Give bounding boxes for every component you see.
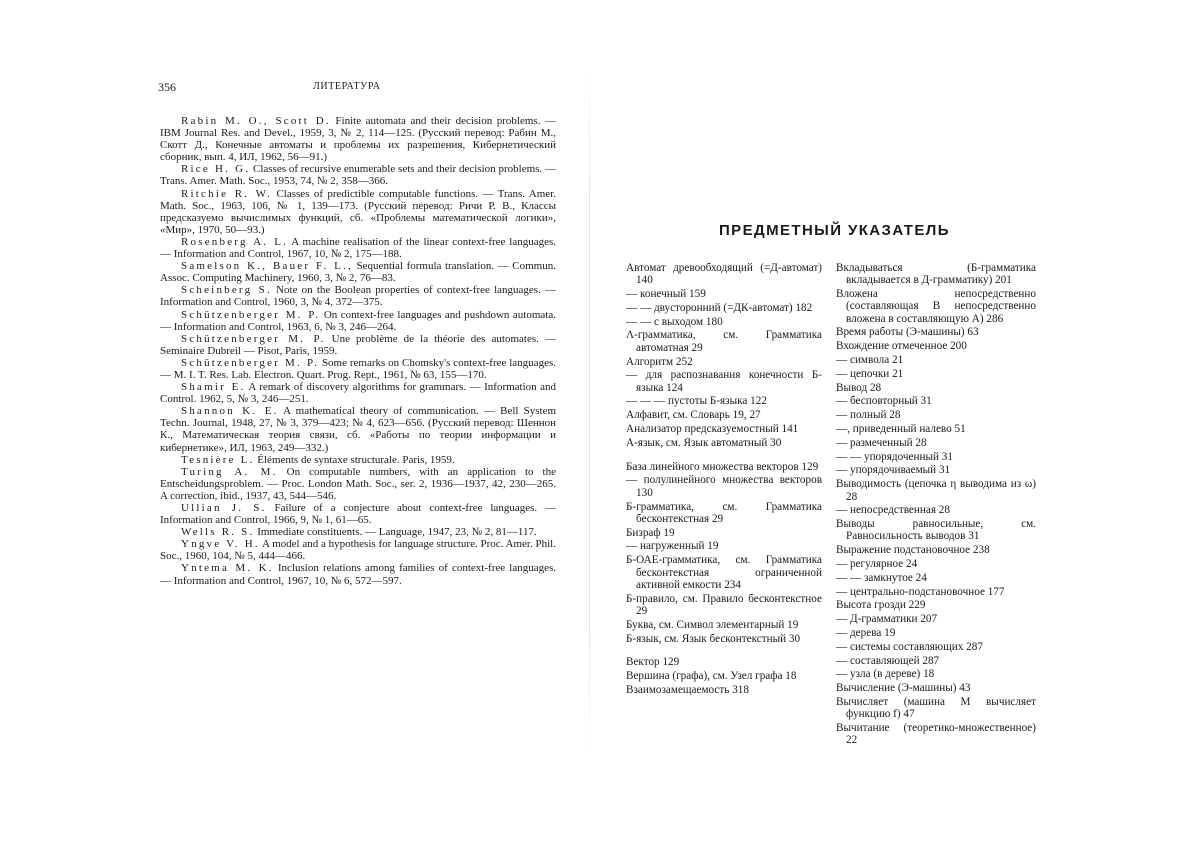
reference-author: Wells R. S. [181,526,255,539]
index-entry: Вычитание (теоретико-множественное) 22 [836,722,1036,747]
reference-author: Yngve V. H. [181,538,260,551]
index-entry: — — двусторонний (=ДК-автомат) 182 [626,301,813,314]
index-entry: Б-ОАЕ-грамматика, см. Грамматика бесконтекстная ограниченной активной емкости 234 [626,554,822,591]
index-entry: Вектор 129 [626,656,680,669]
reference-entry [160,526,556,538]
index-entry: Б-грамматика, см. Грамматика бесконтекстная 29 [626,500,822,525]
index-entry: — бесповторный 31 [836,395,932,408]
reference-text: Failure of a conjecture about context-free languages. — Information and Control, 1966, 9, № 1, 61—65. [160,502,557,527]
index-entry: — полулинейного множества векторов 130 [626,474,822,499]
index-entry: Λ-грамматика, см. Грамматика автоматная 29 [626,329,822,354]
reference-text: A model and a hypothesis for language structure. Proc. Amer. Phil. Soc., 1960, 104, № 5, 444—466. [160,538,556,563]
reference-entry [160,538,556,562]
reference-entry [160,260,556,284]
reference-entry [160,333,556,357]
reference-author: Shamir E. [181,381,246,394]
index-entry: Буква, см. Символ элементарный 19 [626,618,799,631]
index-entry: Алфавит, см. Словарь 19, 27 [626,409,761,422]
index-entry: — непосредственная 28 [836,504,950,517]
index-entry: — символа 21 [836,354,904,367]
index-column-left [626,262,822,698]
reference-entry [160,309,556,333]
index-entry: База линейного множества векторов 129 [626,460,819,473]
running-head: ЛИТЕРАТУРА [313,81,381,92]
reference-author: Schützenberger M. P. [181,308,321,321]
reference-text: Finite automata and their decision problems. — IBM Journal Res. and Devel., 1959, 3, № 2, 114—125. (Русский перевод: Рабин М., Скотт Д., Конечные автоматы и проблемы их разрешения, Кибернетический сборник, вып. 4, ИЛ, 1962, 56—91.) [160,115,556,164]
reference-text: Classes of predictible computable functions. — Trans. Amer. Math. Soc., 1963, 106, № 1, 139—173. (Русский перевод: Ричи Р. В., Классы предсказуемо вычислимых функций, сб. «Проблемы математической логики», «Мир», 1970, 50—93.) [160,187,556,236]
reference-text: Some remarks on Chomsky's context-free languages. — M. I. T. Res. Lab. Electron. Quart. Prog. Rept., 1961, № 63, 155—170. [160,356,556,381]
reference-entry [160,188,556,236]
index-entry: Вхождение отмеченное 200 [836,340,967,353]
reference-entry [160,466,556,502]
reference-author: Turing A. M. [181,465,278,478]
reference-author: Scheinberg S. [181,284,272,297]
index-entry: — упорядочиваемый 31 [836,464,951,477]
reference-author: Rice H. G. [181,163,251,176]
index-entry: Б-язык, см. Язык бесконтекстный 30 [626,632,801,645]
index-entry: Вычисление (Э-машины) 43 [836,682,971,695]
reference-entry [160,115,556,163]
index-entry: — регулярное 24 [836,558,918,571]
index-entry: — размеченный 28 [836,436,927,449]
index-section-gap [626,451,822,461]
reference-author: Ritchie R. W. [181,187,273,200]
index-entry: Анализатор предсказуемостный 141 [626,423,799,436]
index-entry: Вычисляет (машина M вычисляет функцию f) 47 [836,696,1036,721]
index-entry: Выводы равносильные, см. Равносильность выводов 31 [836,518,1036,543]
reference-text: Classes of recursive enumerable sets and their decision problems. — Trans. Amer. Math. Soc., 1953, 74, № 2, 358—366. [160,163,557,188]
reference-text: Immediate constituents. — Language, 1947, 23, № 2, 81—117. [254,526,537,539]
reference-author: Rosenberg A. L. [181,235,289,248]
reference-author: Rabin M. O., Scott D. [181,115,331,127]
reference-entry [160,502,556,526]
index-section-gap [626,646,822,656]
reference-text: A mathematical theory of communication. — Bell System Techn. Journal, 1948, 27, № 3, 379—423; № 4, 623—656. (Русский перевод: Шеннон К., Математическая теория связи, сб. «Работы по теории информации и кибернетике», ИЛ, 1963, 249—332.) [160,405,557,454]
reference-author: Yntema M. K. [181,562,274,575]
index-entry: — составляющей 287 [836,654,940,667]
index-entry: Время работы (Э-машины) 63 [836,326,979,339]
reference-author: Shannon K. E. [181,405,279,418]
reference-text: Une problème de la théorie des automates. — Seminaire Dubreil — Pisot, Paris, 1959. [160,332,556,357]
index-entry: — конечный 159 [626,288,706,301]
reference-list [160,115,556,587]
index-entry: — нагруженный 19 [626,540,719,553]
index-entry: Автомат древообходящий (=Д-автомат) 140 [626,262,822,287]
index-entry: — узла (в дереве) 18 [836,668,935,681]
reference-text: Éléments de syntaxe structurale. Paris, 1959. [254,453,455,466]
index-entry: Вывод 28 [836,381,882,394]
reference-author: Schützenberger M. P. [181,332,326,345]
index-entry: А-язык, см. Язык автоматный 30 [626,436,782,449]
index-entry: Вершина (графа), см. Узел графа 18 [626,670,797,683]
reference-entry [160,562,556,586]
reference-author: Ullian J. S. [181,502,267,514]
reference-author: Tesnière L. [181,453,255,466]
reference-entry [160,405,556,453]
index-entry: Б-правило, см. Правило бесконтекстное 29 [626,592,822,617]
index-entry: — — замкнутое 24 [836,571,927,584]
index-entry: —, приведенный налево 51 [836,423,966,436]
reference-text: Note on the Boolean properties of context-free languages. — Information and Control, 1960, 3, № 4, 372—375. [160,284,556,309]
reference-text: A remark of discovery algorithms for grammars. — Information and Control. 1962, 5, № 3, 246—251. [160,381,556,406]
reference-entry [160,236,556,260]
reference-entry [160,381,556,405]
reference-text: On computable numbers, with an application to the Entscheidungsproblem. — Proc. London Math. Soc., ser. 2, 1936—1937, 42, 230—265. A correction, ibid., 1937, 43, 544—546. [160,465,556,502]
reference-author: Schützenberger M. P. [181,356,320,369]
page-number: 356 [158,80,176,94]
index-entry: Бизраф 19 [626,526,675,539]
reference-entry [160,284,556,308]
reference-text: Inclusion relations among families of context-free languages. — Information and Control, 1967, 10, № 6, 572—597. [160,562,556,587]
reference-text: A machine realisation of the linear context-free languages. — Information and Control, 1967, 10, № 2, 175—188. [160,235,556,261]
reference-entry [160,454,556,466]
reference-text: On context-free languages and pushdown automata. — Information and Control, 1963, 6, № 3, 246—264. [160,308,556,333]
left-page [0,0,590,848]
index-entry: — цепочки 21 [836,367,904,380]
index-entry: — полный 28 [836,409,901,422]
index-entry: — — — пустоты Б-языка 122 [626,395,767,408]
index-entry: — — с выходом 180 [626,315,723,328]
index-entry: — Д-грамматики 207 [836,613,938,626]
index-entry: — системы составляющих 287 [836,640,983,653]
index-entry: — — упорядоченный 31 [836,450,953,463]
index-entry: — для распознавания конечности Б-языка 124 [626,369,822,394]
index-column-right [836,262,1036,748]
index-entry: Вкладываться (Б-грамматика вкладывается в Д-грамматику) 201 [836,262,1036,287]
reference-author: Samelson K., Bauer F. L., [181,260,353,273]
index-entry: Взаимозамещаемость 318 [626,683,749,696]
index-entry: — центрально-подстановочное 177 [836,585,1005,598]
reference-entry [160,163,556,187]
index-entry: Высота грозди 229 [836,599,926,612]
index-entry: — дерева 19 [836,627,896,640]
reference-entry [160,357,556,381]
index-entry: Выражение подстановочное 238 [836,544,990,557]
index-title: ПРЕДМЕТНЫЙ УКАЗАТЕЛЬ [719,222,950,239]
reference-text: Sequential formula translation. — Commun. Assoc. Computing Machinery, 1960, 3, № 2, 76—83. [160,260,556,285]
index-entry: Вложена непосредственно (составляющая B непосредственно вложена в составляющую А) 286 [836,288,1036,325]
index-entry: Выводимость (цепочка η выводима из ω) 28 [836,478,1036,503]
index-entry: Алгоритм 252 [626,355,693,368]
